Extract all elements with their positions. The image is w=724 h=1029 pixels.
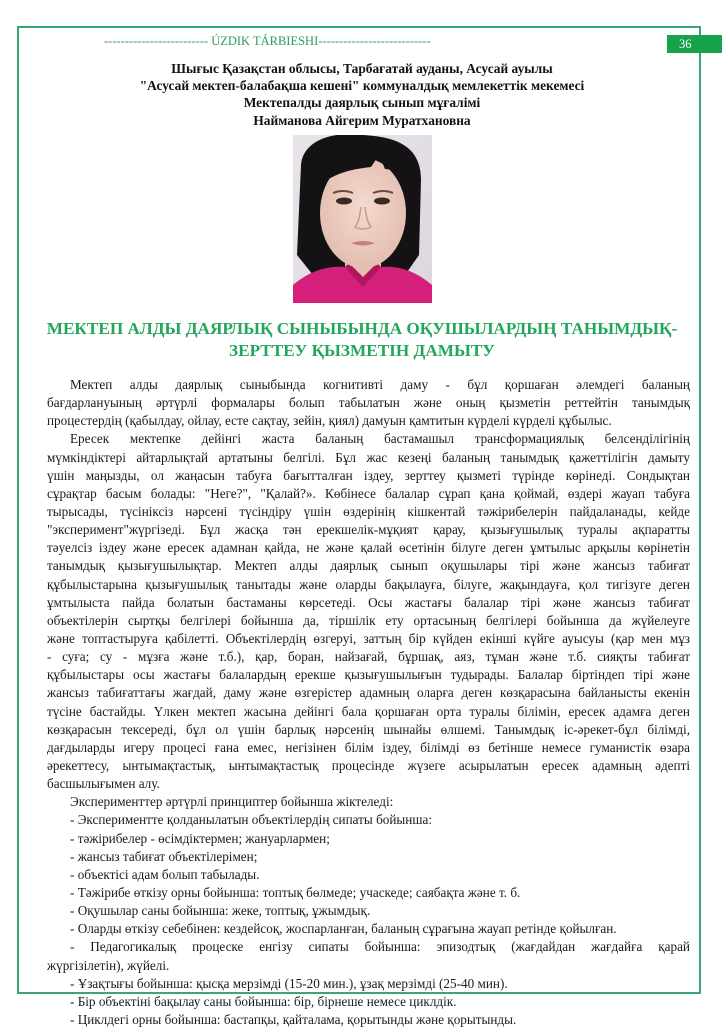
body-line: Эксперименттер әртүрлі принциптер бойынша жіктеледі:: [70, 794, 394, 810]
body-line: Мектеп алды даярлық сыныбында когнитивті даму - бұл қоршаған әлемдегі баланың: [70, 377, 690, 392]
article-title-line-2: ЗЕРТТЕУ ҚЫЗМЕТІН ДАМЫТУ: [229, 341, 495, 360]
author-region: Шығыс Қазақстан облысы, Тарбағатай ауданы, Асусай ауылы: [171, 61, 553, 76]
body-line: процестердің (қабылдау, ойлау, есте сақтау, зейін, қиял) дамуын қамтитын күрделі күрделі құбылыс.: [47, 413, 612, 429]
body-line: тәуелсіз іздеу және ересек адамнан қайда, не және қалай өсетінін білуге деген ұмтылыс арқылы көрінетін: [47, 540, 690, 556]
list-item: - Бір объектіні бақылау саны бойынша: бір, бірнеше немесе циклдік.: [70, 993, 457, 1009]
body-line: үшін маңызды, ол жаңасын табуға бағытталған іздеу, зерттеу қызметі түрінде көрінеді. Сондықтан: [47, 467, 690, 483]
body-line: басшылығымен алу.: [47, 776, 160, 792]
body-line: мүмкіндіктері айтарлықтай артатыны белгілі. Бұл жас кезеңі баланың танымдық қажеттілігін дамыту: [47, 449, 690, 465]
list-item: - Экспериментте қолданылатын объектілердің сипаты бойынша:: [70, 812, 433, 828]
body-line: тырысады, түсініксіз нәрсені түсіндіру үшін өздерінің кішкентай тәжірибелерін пайдаланады, кейде: [47, 503, 690, 519]
running-head: ------------------------- ÚZDIK TÁRBIESHI---------------------------: [104, 34, 431, 48]
author-portrait-image: [293, 135, 432, 303]
list-item: - объектісі адам болып табылады.: [70, 866, 260, 882]
body-line: - суға; су - мұзға және т.б.), қар, боран, найзағай, бұршақ, аяз, тұман және т.б. сияқты табиғат: [47, 649, 690, 665]
list-item: - тәжірибелер - өсімдіктермен; жануарлармен;: [70, 830, 330, 846]
body-line: жансыз табиғаттағы жағдай, даму және өзгерістер адамның оларға деген көзқарасына байланысты екенін: [47, 685, 690, 701]
list-item: - Ұзақтығы бойынша: қысқа мерзімді (15-20 мин.), ұзақ мерзімді (25-40 мин).: [70, 975, 508, 991]
body-line: сұрақтар басым болады: "Неге?", "Қалай?». Көбінесе балалар сұрап қана қоймай, өздері жауап табуға: [47, 485, 690, 501]
body-line: объектілерін сыртқы белгілері бойынша да, тіршілік ету ортасының белгілері бойынша да жүйелеуге: [47, 612, 690, 628]
body-line: дағдыларды игеру процесі ғана емес, негізінен білім іздеу, білімді өз бетінше немесе гуманистік өзара: [47, 739, 690, 755]
list-item: - Циклдегі орны бойынша: бастапқы, қайталама, қорытынды және қорытынды.: [70, 1011, 517, 1027]
author-institution: "Асусай мектеп-балабақша кешені" коммуналдық мемлекеттік мекемесі: [139, 78, 585, 94]
article-title: [24, 318, 700, 362]
author-photo: [293, 135, 432, 303]
body-line: әрекеттесу, ынтымақтастық, ынтымақтастық процесінде жүзеге асырылатын ересек адамның әдепті: [47, 757, 690, 773]
body-line: көзқарасын тексереді, бұл ол үшін барлық нәрсенің шынайы өлшемі. Танымдық іс-әрекет-бұл білімді,: [47, 721, 690, 737]
author-position: Мектепалды даярлық сынып мұғалімі: [243, 95, 481, 111]
list-item-continuation: жүргізілетін), жүйелі.: [47, 957, 170, 973]
body-line: құбылыстарына қызығушылық танытады және оларды бақылауға, білуге, жақындауға, қол тигізуге деген: [47, 576, 690, 592]
body-line: ұмтылыста пайда болатын бастаманы көрсетеді. Осы жастағы балалар тірі және жансыз табиғат: [47, 594, 690, 610]
body-line: түсіне бастайды. Үлкен мектеп жасына дейінгі бала қоршаған орта туралы білімін, ересек адамға деген: [47, 703, 690, 719]
article-body: [47, 376, 690, 1029]
article-title-line-1: МЕКТЕП АЛДЫ ДАЯРЛЫҚ СЫНЫБЫНДА ОҚУШЫЛАРДЫҢ ТАНЫМДЫҚ-: [46, 319, 678, 338]
body-line: Ересек мектепке дейінгі жаста баланың бастамашыл трансформациялық белсенділігінің: [70, 431, 690, 447]
list-item: - Оларды өткізу себебінен: кездейсоқ, жоспарланған, баланың сұрағына жауап ретінде қойылған.: [70, 921, 617, 937]
list-item: - Оқушылар саны бойынша: жеке, топтық, ұжымдық.: [70, 903, 371, 919]
body-line: танымдық қызығушылықтар. Мектеп алды даярлық сынып оқушылары тірі және жансыз табиғат: [47, 558, 690, 574]
body-line: бағдарлануының әртүрлі формалары болып табылатын және оның қызметін реттейтін танымдық: [47, 395, 690, 411]
list-item: - жансыз табиғат объектілерімен;: [70, 848, 258, 864]
list-item: - Педагогикалық процеске енгізу сипаты бойынша: эпизодтық (жағдайдан жағдайға қарай: [70, 939, 690, 955]
author-name: Найманова Айгерим Муратхановна: [253, 112, 471, 128]
author-block: [20, 60, 704, 129]
body-line: және топтастыруға қабілетті. Объектілердің өзгеруі, заттың бір күйден екінші күйге ауысуы (қар мен мұз: [47, 630, 690, 646]
page-number-badge: 36: [667, 35, 722, 53]
body-line: құбылыстары осы жастағы балалардың ерекше қызығушылығын тудырады. Балалар біртіндеп тірі және: [47, 667, 690, 683]
body-line: "эксперимент"жүргізеді. Бұл жасқа тән ерекшелік-мұқият қарау, қызығушылық туралы ақпаратты: [47, 522, 690, 538]
list-item: - Тәжірибе өткізу орны бойынша: топтық бөлмеде; учаскеде; саябақта және т. б.: [70, 884, 521, 900]
